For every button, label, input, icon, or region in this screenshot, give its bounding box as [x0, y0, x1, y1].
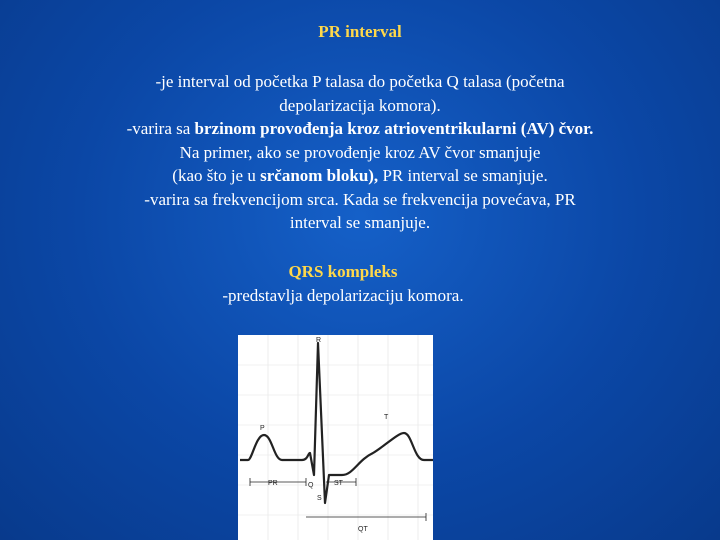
qrs-complex-heading: QRS kompleks [288, 262, 398, 281]
ecg-label-p: P [260, 425, 265, 432]
pr-line-5-text-b: PR interval se smanjuje. [378, 166, 548, 185]
ecg-label-st: ST [334, 480, 343, 487]
pr-line-6: -varira sa frekvencijom srca. Kada se frekvencija povećava, PR [144, 189, 576, 209]
ecg-label-pr: PR [268, 480, 278, 487]
ecg-label-r: R [316, 337, 322, 344]
ecg-waveform-figure [238, 335, 433, 540]
pr-line-2: depolarizacija komora). [279, 95, 441, 115]
pr-line-3-text: -varira sa [126, 119, 195, 138]
ecg-waveform-svg [238, 335, 433, 540]
ecg-label-t: T [384, 414, 389, 421]
ecg-label-qt: QT [358, 526, 368, 533]
pr-interval-heading: PR interval [318, 22, 402, 41]
pr-line-5-text-a: (kao što je u [172, 166, 261, 185]
pr-line-5-bold: srčanom bloku), [260, 166, 379, 185]
pr-line-1: -je interval od početka P talasa do početka Q talasa (početna [155, 72, 565, 91]
ecg-label-s: S [317, 495, 322, 502]
qrs-complex-description: -predstavlja depolarizaciju komora. [222, 286, 464, 305]
ecg-label-q: Q [308, 482, 314, 489]
pr-line-7: interval se smanjuje. [289, 213, 431, 232]
pr-line-5 [20, 164, 700, 188]
pr-line-3-bold: brzinom provođenja kroz atrioventrikularni (AV) čvor. [194, 119, 594, 138]
ecg-trace [240, 343, 433, 503]
pr-line-3 [20, 117, 700, 141]
pr-interval-description [20, 70, 700, 235]
pr-line-4: Na primer, ako se provođenje kroz AV čvor smanjuje [179, 142, 541, 162]
